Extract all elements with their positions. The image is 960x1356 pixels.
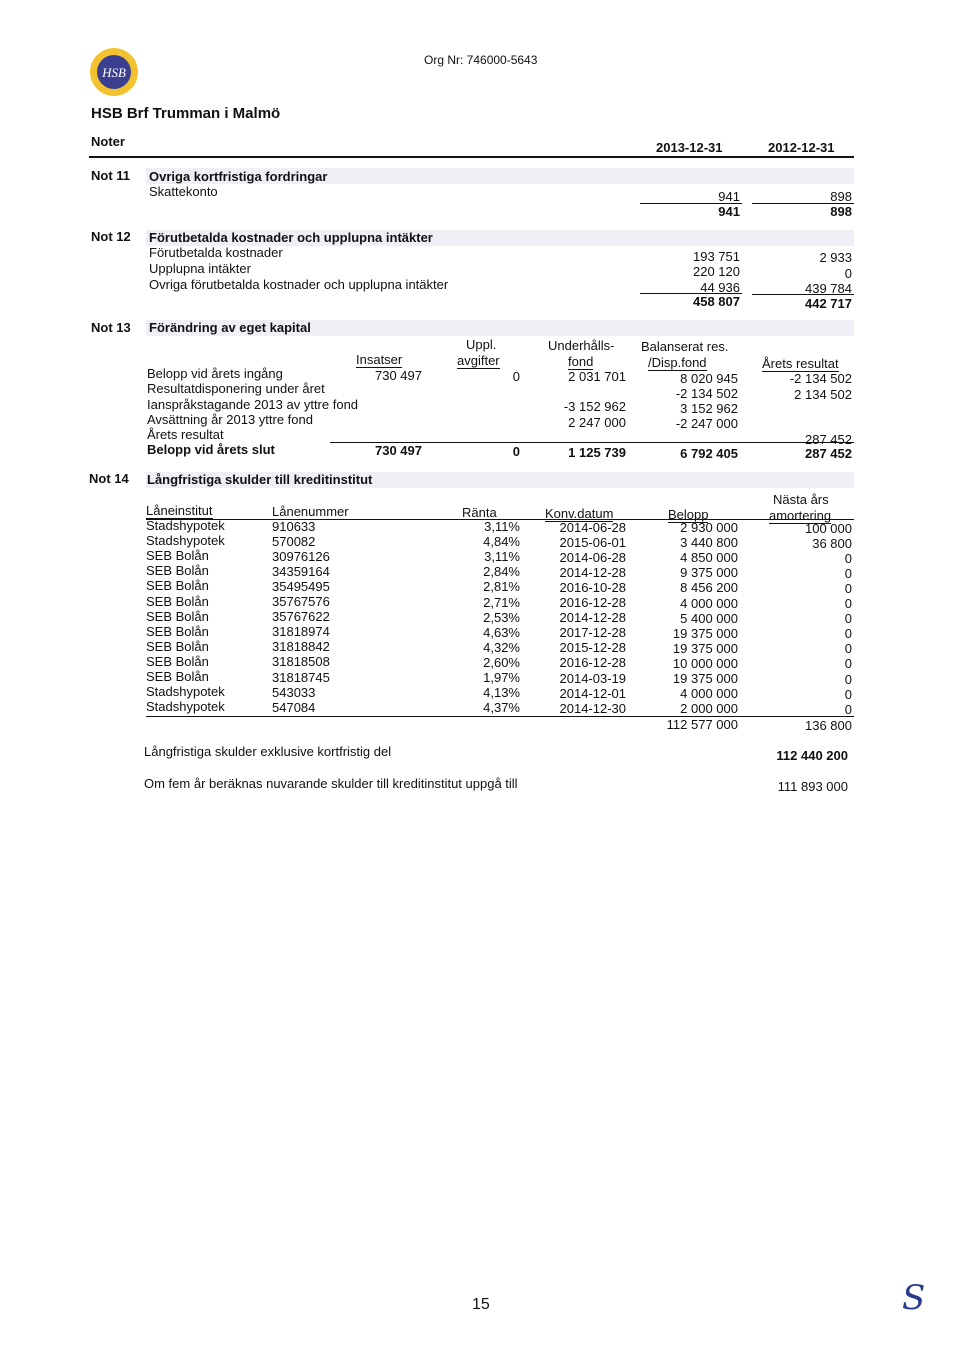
note12-total-2013: 458 807 bbox=[693, 294, 740, 309]
note14-total-rule bbox=[146, 716, 854, 717]
loan-rate: 1,97% bbox=[483, 670, 520, 685]
loan-institut: SEB Bolån bbox=[146, 638, 209, 654]
loan-amortization: 0 bbox=[844, 656, 852, 672]
note13-value: 287 452 bbox=[805, 432, 852, 447]
loan-institut: Stadshypotek bbox=[146, 684, 225, 700]
note13-col-dispfond: /Disp.fond bbox=[648, 355, 707, 370]
loan-conversion-date: 2014-06-28 bbox=[559, 549, 626, 565]
notes-label: Noter bbox=[91, 134, 125, 149]
note11-title: Ovriga kortfristiga fordringar bbox=[149, 169, 328, 184]
note12-row-2012: 439 784 bbox=[805, 281, 852, 296]
loan-amount: 3 440 800 bbox=[680, 535, 738, 551]
loan-conversion-date: 2014-12-01 bbox=[559, 685, 626, 701]
loan-amount: 19 375 000 bbox=[672, 625, 738, 641]
loan-number: 31818508 bbox=[272, 654, 330, 670]
note13-col-arets-resultat: Årets resultat bbox=[762, 356, 839, 371]
loan-conversion-date: 2016-12-28 bbox=[559, 655, 626, 671]
note12-sum-rule-2012 bbox=[752, 294, 854, 295]
note14-col-amort-2: amortering bbox=[769, 508, 832, 523]
loan-rate: 2,60% bbox=[483, 654, 520, 670]
note13-total-value: 0 bbox=[512, 444, 520, 459]
loan-amount: 2 000 000 bbox=[680, 701, 738, 717]
loan-rate: 4,32% bbox=[483, 639, 520, 655]
note12-row-label: Förutbetalda kostnader bbox=[149, 245, 283, 260]
note13-col-balanserat: Balanserat res. bbox=[641, 339, 729, 354]
note13-col-uppl: Uppl. bbox=[466, 337, 497, 352]
note14-total-belopp: 112 577 000 bbox=[666, 717, 738, 732]
loan-number: 31818842 bbox=[272, 639, 330, 655]
note13-row-label: Ianspråkstagande 2013 av yttre fond bbox=[147, 397, 359, 412]
note11-number: Not 11 bbox=[91, 168, 131, 183]
note11-row-label: Skattekonto bbox=[149, 184, 218, 199]
loan-number: 35767576 bbox=[272, 594, 330, 609]
note13-title: Förändring av eget kapital bbox=[149, 320, 311, 335]
loan-amortization: 0 bbox=[844, 671, 852, 687]
column-2013-header: 2013-12-31 bbox=[656, 140, 723, 155]
loan-amortization: 0 bbox=[844, 701, 852, 717]
loan-rate: 2,53% bbox=[483, 609, 520, 625]
loan-amount: 19 375 000 bbox=[672, 640, 738, 656]
note14-col-nummer: Lånenummer bbox=[272, 504, 349, 519]
loan-amortization: 100 000 bbox=[805, 520, 852, 536]
loan-amount: 10 000 000 bbox=[672, 655, 738, 671]
note13-col-fond: fond bbox=[568, 354, 594, 369]
note14-col-institut: Låneinstitut bbox=[146, 503, 213, 518]
note13-value: 0 bbox=[512, 369, 520, 384]
note11-row-2013: 941 bbox=[718, 189, 740, 204]
loan-rate: 4,13% bbox=[483, 685, 520, 701]
note13-row-label: Resultatdisponering under året bbox=[147, 381, 325, 396]
note13-row-label: Avsättning år 2013 yttre fond bbox=[147, 412, 313, 427]
loan-amount: 8 456 200 bbox=[680, 580, 738, 596]
loan-rate: 3,11% bbox=[484, 519, 520, 534]
loan-rate: 2,84% bbox=[483, 564, 520, 580]
hsb-logo bbox=[88, 46, 140, 98]
loan-rate: 4,37% bbox=[483, 700, 520, 716]
note13-row-label: Årets resultat bbox=[147, 427, 224, 442]
loan-rate: 2,71% bbox=[483, 594, 520, 610]
svg-text:HSB: HSB bbox=[102, 65, 126, 80]
header-rule bbox=[89, 156, 854, 158]
note13-number: Not 13 bbox=[91, 320, 131, 335]
loan-institut: SEB Bolån bbox=[146, 578, 209, 594]
loan-conversion-date: 2017-12-28 bbox=[559, 625, 626, 641]
note13-col-avgifter: avgifter bbox=[457, 353, 500, 368]
note13-total-value: 287 452 bbox=[805, 446, 852, 461]
note12-row-2013: 220 120 bbox=[693, 264, 740, 279]
note13-total-value: 6 792 405 bbox=[680, 446, 738, 461]
loan-institut: SEB Bolån bbox=[146, 548, 209, 564]
note14-number: Not 14 bbox=[89, 471, 129, 486]
loan-conversion-date: 2014-12-28 bbox=[559, 564, 626, 580]
loan-amount: 9 375 000 bbox=[680, 565, 738, 581]
note12-total-2012: 442 717 bbox=[805, 296, 852, 311]
loan-number: 543033 bbox=[272, 684, 316, 700]
loan-conversion-date: 2014-12-30 bbox=[559, 700, 626, 716]
note13-value: 3 152 962 bbox=[680, 401, 738, 416]
loan-number: 910633 bbox=[272, 518, 316, 534]
loan-amount: 4 850 000 bbox=[680, 550, 738, 566]
loan-rate: 2,81% bbox=[483, 579, 520, 595]
loan-institut: SEB Bolån bbox=[146, 669, 209, 684]
note11-row-2012: 898 bbox=[830, 189, 852, 204]
note13-total-label: Belopp vid årets slut bbox=[147, 442, 275, 457]
loan-conversion-date: 2014-03-19 bbox=[559, 670, 626, 686]
note13-row-label: Belopp vid årets ingång bbox=[147, 366, 283, 381]
loan-amortization: 0 bbox=[844, 565, 852, 581]
note12-number: Not 12 bbox=[91, 229, 131, 244]
loan-institut: SEB Bolån bbox=[146, 593, 209, 609]
loan-institut: SEB Bolån bbox=[146, 563, 209, 579]
loan-amount: 4 000 000 bbox=[680, 595, 738, 611]
loan-institut: Stadshypotek bbox=[146, 518, 225, 533]
note13-value: -3 152 962 bbox=[563, 399, 626, 414]
loan-amortization: 0 bbox=[844, 580, 852, 596]
loan-number: 34359164 bbox=[272, 563, 330, 579]
note12-row-label: Upplupna intäkter bbox=[149, 261, 251, 276]
loan-institut: Stadshypotek bbox=[146, 699, 225, 715]
note13-col-underh: Underhålls- bbox=[548, 338, 615, 353]
note14-col-belopp: Belopp bbox=[668, 507, 709, 522]
note13-value: 8 020 945 bbox=[680, 371, 738, 386]
signature-mark: S bbox=[902, 1278, 926, 1318]
note12-title: Förutbetalda kostnader och upplupna intäkter bbox=[149, 230, 433, 245]
loan-conversion-date: 2014-12-28 bbox=[559, 610, 626, 626]
organization-name: HSB Brf Trumman i Malmö bbox=[91, 105, 281, 122]
org-number: Org Nr: 746000-5643 bbox=[424, 53, 538, 67]
note13-value: 2 134 502 bbox=[794, 387, 852, 402]
note14-excl-label: Långfristiga skulder exklusive kortfristig del bbox=[144, 744, 392, 759]
note13-total-value: 1 125 739 bbox=[568, 445, 626, 460]
loan-amortization: 36 800 bbox=[812, 535, 852, 551]
loan-conversion-date: 2016-10-28 bbox=[559, 579, 626, 595]
loan-amount: 4 000 000 bbox=[680, 686, 738, 702]
loan-rate: 3,11% bbox=[484, 549, 520, 565]
note14-excl-value: 112 440 200 bbox=[776, 748, 848, 763]
loan-amount: 5 400 000 bbox=[680, 610, 738, 626]
loan-amount: 19 375 000 bbox=[672, 671, 738, 686]
loan-amortization: 0 bbox=[844, 686, 852, 702]
note13-value: 2 247 000 bbox=[568, 415, 626, 430]
loan-number: 31818745 bbox=[272, 669, 330, 685]
loan-institut: SEB Bolån bbox=[146, 653, 209, 669]
loan-number: 35767622 bbox=[272, 609, 330, 625]
loan-institut: Stadshypotek bbox=[146, 533, 225, 549]
note12-row-2013: 44 936 bbox=[700, 280, 740, 295]
loan-conversion-date: 2015-12-28 bbox=[559, 640, 626, 656]
loan-number: 570082 bbox=[272, 533, 316, 549]
loan-conversion-date: 2014-06-28 bbox=[559, 519, 626, 535]
column-2012-header: 2012-12-31 bbox=[768, 140, 835, 155]
note13-value: 730 497 bbox=[375, 368, 422, 383]
note14-five-year-value: 111 893 000 bbox=[777, 779, 848, 794]
note13-value: -2 134 502 bbox=[789, 371, 852, 386]
note12-row-2013: 193 751 bbox=[693, 249, 740, 264]
note14-total-amort: 136 800 bbox=[805, 718, 852, 733]
loan-rate: 4,84% bbox=[483, 534, 520, 550]
note14-title: Långfristiga skulder till kreditinstitut bbox=[147, 472, 373, 487]
note12-row-2012: 0 bbox=[844, 266, 852, 281]
note13-value: -2 247 000 bbox=[675, 416, 738, 431]
note13-value: 2 031 701 bbox=[568, 369, 626, 384]
note14-five-year-label: Om fem år beräknas nuvarande skulder till kreditinstitut uppgå till bbox=[144, 776, 518, 791]
page-number: 15 bbox=[472, 1296, 490, 1313]
note13-value: -2 134 502 bbox=[675, 386, 738, 401]
note14-col-ranta: Ränta bbox=[462, 505, 497, 520]
loan-amortization: 0 bbox=[844, 550, 852, 566]
loan-number: 30976126 bbox=[272, 548, 330, 564]
note12-row-2012: 2 933 bbox=[819, 250, 852, 265]
note11-total-2013: 941 bbox=[718, 204, 740, 219]
loan-conversion-date: 2015-06-01 bbox=[559, 534, 626, 550]
loan-rate: 4,63% bbox=[483, 624, 520, 640]
loan-amount: 2 930 000 bbox=[680, 520, 738, 535]
loan-conversion-date: 2016-12-28 bbox=[559, 595, 626, 610]
note11-total-2012: 898 bbox=[830, 204, 852, 219]
loan-amortization: 0 bbox=[844, 626, 852, 642]
loan-amortization: 0 bbox=[844, 611, 852, 627]
note13-col-insatser: Insatser bbox=[356, 352, 403, 367]
loan-institut: SEB Bolån bbox=[146, 623, 209, 639]
loan-number: 31818974 bbox=[272, 624, 330, 640]
loan-amortization: 0 bbox=[844, 641, 852, 657]
loan-institut: SEB Bolån bbox=[146, 608, 209, 624]
loan-amortization: 0 bbox=[844, 596, 852, 611]
note14-col-amort-1: Nästa års bbox=[773, 492, 829, 507]
note12-row-label: Ovriga förutbetalda kostnader och upplupna intäkter bbox=[149, 277, 449, 292]
loan-number: 35495495 bbox=[272, 578, 330, 594]
note13-total-value: 730 497 bbox=[375, 443, 422, 458]
loan-number: 547084 bbox=[272, 699, 316, 715]
note14-col-konv: Konv.datum bbox=[545, 506, 614, 521]
